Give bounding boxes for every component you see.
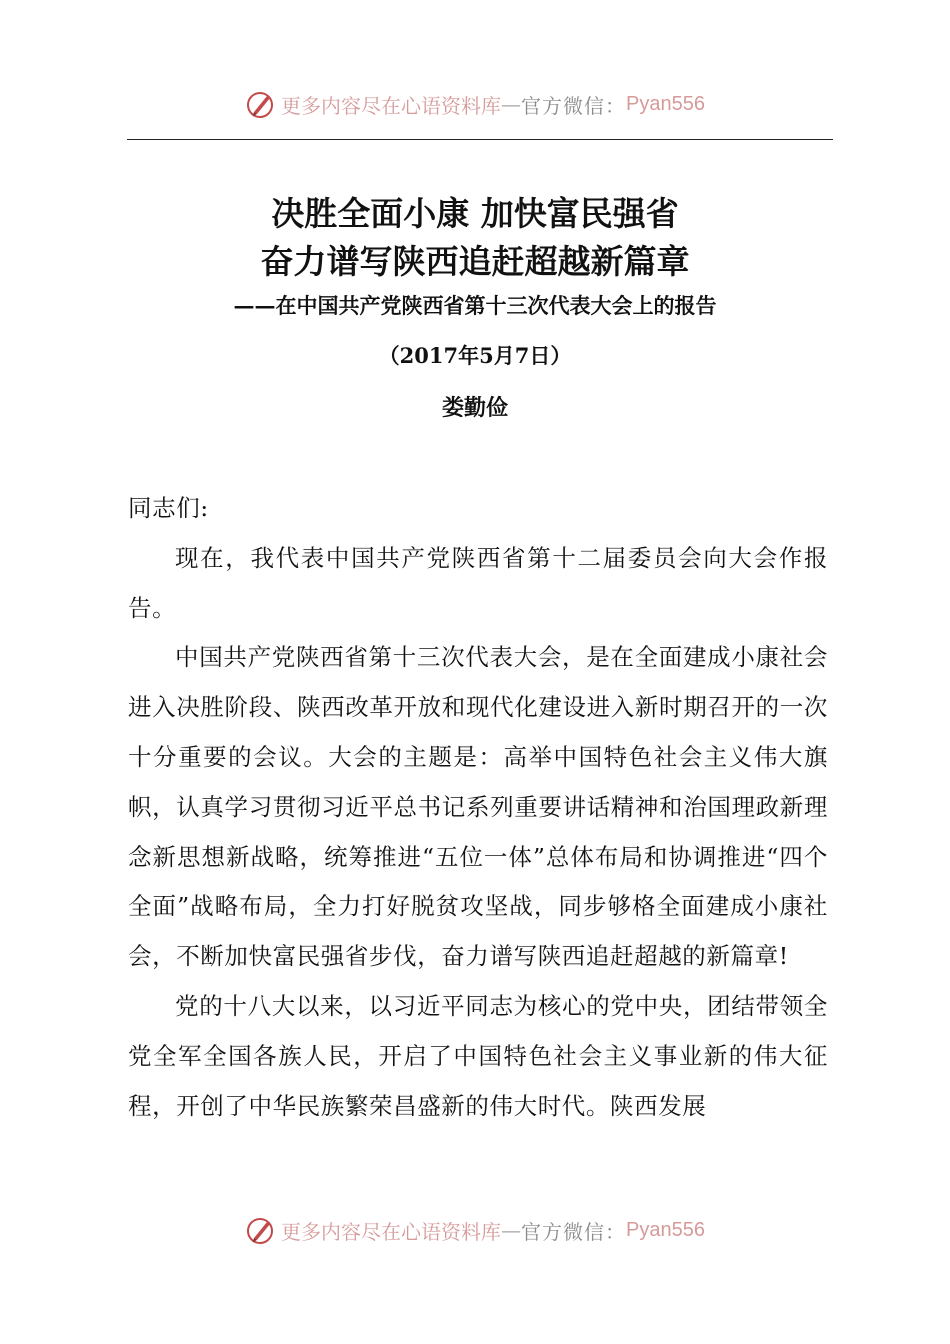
subtitle: ——在中国共产党陕西省第十三次代表大会上的报告 — [233, 293, 717, 318]
paragraph-3: 党的十八大以来，以习近平同志为核心的党中央，团结带领全党全军全国各族人民，开启了中国特色社会主义事业新的伟大征程，开创了中华民族繁荣昌盛新的伟大时代。陕西发展 — [128, 991, 828, 1120]
paragraph-2: 中国共产党陕西省第十三次代表大会，是在全面建成小康社会进入决胜阶段、陕西改革开放和现代化建设进入新时期召开的一次十分重要的会议。大会的主题是：高举中国特色社会主义伟大旗帜，认真学习贯彻习近平总书记系列重要讲话精神和治国理政新理念新思想新战略，统筹推进“五位一体”总体布局和协调推进“四个全面”战略布局，全力打好脱贫攻坚战，同步够格全面建成小康社会，不断加快富民强省步伐，奋力谱写陕西追赶超越的新篇章! — [128, 643, 828, 971]
watermark-banner-top — [0, 84, 950, 124]
header-divider — [127, 139, 833, 140]
watermark-banner-bottom — [0, 1210, 950, 1250]
paragraph-1: 现在，我代表中国共产党陕西省第十二届委员会向大会作报告。 — [128, 543, 828, 622]
banner-wechat-label: 官方微信： — [521, 1219, 627, 1244]
banner-wechat-id: Pyan556 — [626, 1218, 705, 1241]
salutation: 同志们: — [128, 494, 209, 522]
banner-dash: — — [501, 92, 522, 116]
author: 娄勤俭 — [441, 395, 508, 421]
banner-text: 更多内容尽在心语资料库 — [281, 1219, 502, 1244]
pen-logo-icon — [245, 1214, 277, 1246]
pen-logo-icon — [245, 88, 277, 120]
title-line-2: 奋力谱写陕西追赶超越新篇章 — [260, 242, 690, 281]
body-text — [128, 484, 828, 1131]
banner-text: 更多内容尽在心语资料库 — [281, 93, 502, 118]
banner-wechat-label: 官方微信： — [521, 93, 627, 118]
banner-wechat-id: Pyan556 — [626, 92, 705, 115]
title-line-1: 决胜全面小康 加快富民强省 — [271, 194, 679, 233]
report-date: （2017年5月7日） — [378, 343, 572, 368]
banner-dash: — — [501, 1218, 522, 1242]
